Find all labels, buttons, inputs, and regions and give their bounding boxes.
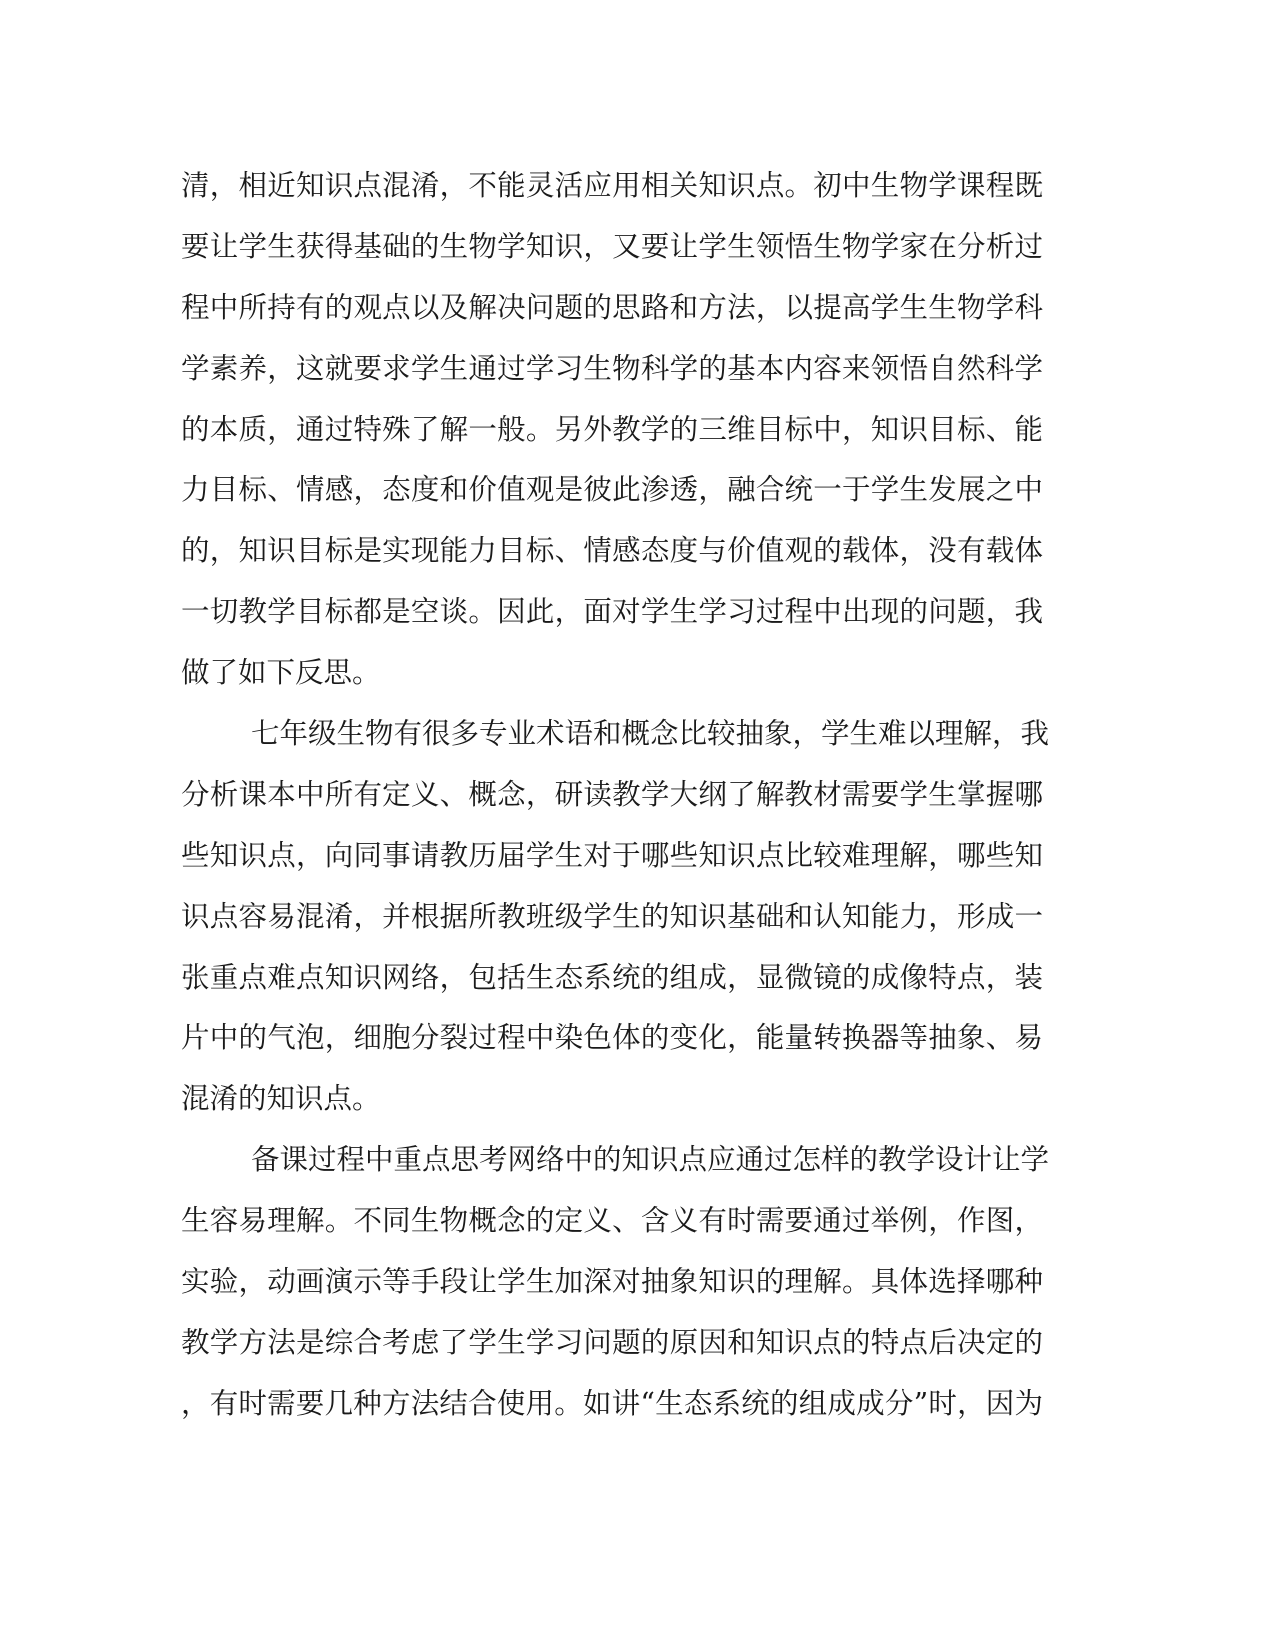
text-line: 分析课本中所有定义、概念，研读教学大纲了解教材需要学生掌握哪: [181, 777, 1043, 811]
text-line: 的，知识目标是实现能力目标、情感态度与价值观的载体，没有载体: [181, 534, 1043, 568]
paragraph-2: [181, 704, 1050, 1130]
text-line: 力目标、情感，态度和价值观是彼此渗透，融合统一于学生发展之中: [181, 473, 1043, 507]
text-line: 清，相近知识点混淆，不能灵活应用相关知识点。初中生物学课程既: [181, 169, 1043, 202]
text-line: 程中所持有的观点以及解决问题的思路和方法，以提高学生生物学科: [181, 290, 1043, 324]
text-line: 备课过程中重点思考网络中的知识点应通过怎样的教学设计让学: [251, 1143, 1050, 1177]
text-line: 七年级生物有很多专业术语和概念比较抽象，学生难以理解，我: [251, 717, 1050, 751]
text-line: 实验，动画演示等手段让学生加深对抽象知识的理解。具体选择哪种: [181, 1265, 1043, 1299]
paragraph-3: [181, 1130, 1050, 1434]
text-line: 做了如下反思。: [181, 656, 381, 690]
text-line: 要让学生获得基础的生物学知识，又要让学生领悟生物学家在分析过: [181, 229, 1043, 263]
text-line: 的本质，通过特殊了解一般。另外教学的三维目标中，知识目标、能: [181, 412, 1043, 446]
text-line: 片中的气泡，细胞分裂过程中染色体的变化，能量转换器等抽象、易: [181, 1021, 1043, 1055]
text-line: 学素养，这就要求学生通过学习生物科学的基本内容来领悟自然科学: [181, 351, 1043, 385]
text-line: 教学方法是综合考虑了学生学习问题的原因和知识点的特点后决定的: [181, 1325, 1043, 1359]
body-text: [181, 156, 1050, 1435]
text-line: 张重点难点知识网络，包括生态系统的组成，显微镜的成像特点，装: [181, 960, 1043, 994]
text-line: 些知识点，向同事请教历届学生对于哪些知识点比较难理解，哪些知: [181, 838, 1043, 872]
paragraph-1: [181, 156, 1043, 704]
text-line: ，有时需要几种方法结合使用。如讲“生态系统的组成成分”时，因为: [181, 1386, 1043, 1420]
text-line: 生容易理解。不同生物概念的定义、含义有时需要通过举例，作图，: [181, 1204, 1043, 1238]
text-line: 混淆的知识点。: [181, 1082, 381, 1116]
text-line: 识点容易混淆，并根据所教班级学生的知识基础和认知能力，形成一: [181, 899, 1043, 933]
text-line: 一切教学目标都是空谈。因此，面对学生学习过程中出现的问题，我: [181, 595, 1043, 629]
